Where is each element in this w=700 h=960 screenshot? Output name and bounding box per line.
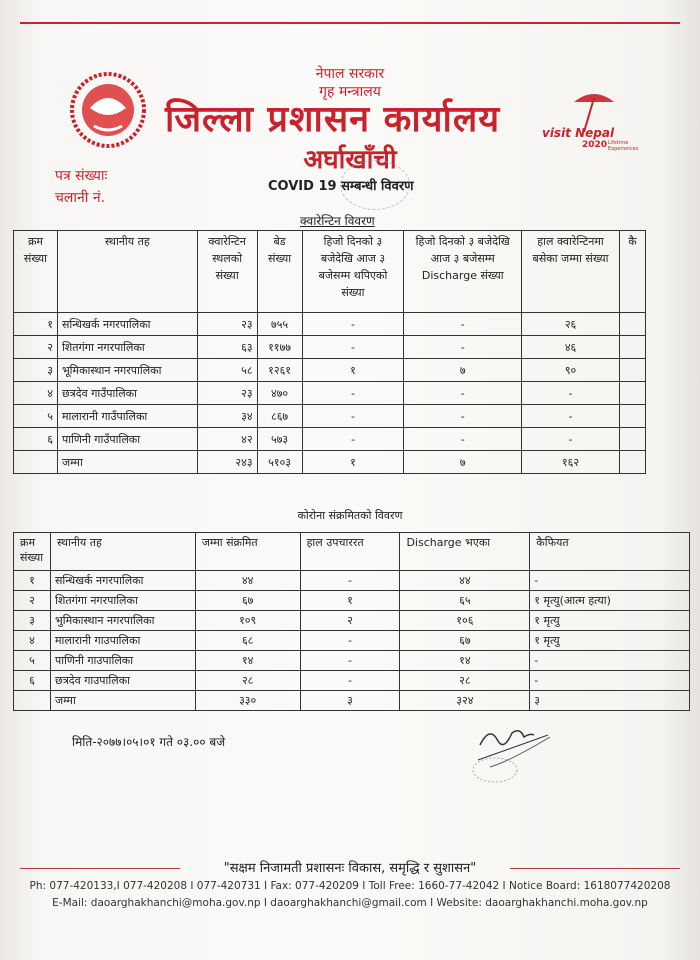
table-row bbox=[14, 611, 690, 631]
column-header: स्थानीय तह bbox=[50, 533, 195, 571]
column-header: कै bbox=[619, 231, 645, 313]
table-cell: २३ bbox=[197, 382, 257, 405]
table-cell: ३ bbox=[14, 611, 51, 631]
column-header: Discharge भएका bbox=[400, 533, 530, 571]
table-cell: - bbox=[302, 336, 404, 359]
table-cell: शितगंगा नगरपालिका bbox=[57, 336, 197, 359]
column-header: हिजो दिनको ३ बजेदेखि आज ३ बजेसम्म Discharge संख्या bbox=[404, 231, 522, 313]
table-row bbox=[14, 313, 646, 336]
table-cell: ११७७ bbox=[257, 336, 302, 359]
infected-table-title: कोरोना संक्रमितको विवरण bbox=[297, 509, 403, 522]
table-row bbox=[14, 405, 646, 428]
table-cell: छत्रदेव गाउँपालिका bbox=[57, 382, 197, 405]
table-cell: २४३ bbox=[197, 451, 257, 474]
table-cell: - bbox=[404, 336, 522, 359]
table-cell: - bbox=[300, 651, 400, 671]
table-cell: ४४ bbox=[195, 571, 300, 591]
quarantine-table-title: क्वारेन्टिन विवरण bbox=[300, 214, 375, 228]
table-cell: १२६१ bbox=[257, 359, 302, 382]
table-cell: ७५५ bbox=[257, 313, 302, 336]
office-stamp bbox=[340, 160, 410, 210]
table-cell: २३ bbox=[197, 313, 257, 336]
table-cell: - bbox=[522, 405, 620, 428]
table-cell: ६३ bbox=[197, 336, 257, 359]
table-row bbox=[14, 382, 646, 405]
table-cell: १ bbox=[300, 591, 400, 611]
column-header: हाल उपचाररत bbox=[300, 533, 400, 571]
table-cell bbox=[619, 313, 645, 336]
table-cell: भूमिकास्थान नगरपालिका bbox=[57, 359, 197, 382]
date-line: मिति-२०७७।०५।०१ गते ०३.०० बजे bbox=[72, 735, 226, 749]
table-cell: ६ bbox=[14, 671, 51, 691]
table-cell: ५ bbox=[14, 651, 51, 671]
table-cell: १ मृत्यु(आत्म हत्या) bbox=[530, 591, 690, 611]
table-cell bbox=[14, 451, 58, 474]
visit-nepal-logo: visit Nepal 2020 Lifetime Experiences bbox=[542, 88, 647, 158]
table-cell: - bbox=[530, 571, 690, 591]
table-cell: १ मृत्यु bbox=[530, 631, 690, 651]
table-cell: - bbox=[302, 382, 404, 405]
ministry-name: गृह मन्त्रालय bbox=[319, 84, 381, 100]
table-cell: २ bbox=[300, 611, 400, 631]
table-cell: शितगंगा नगरपालिका bbox=[50, 591, 195, 611]
table-cell: - bbox=[522, 428, 620, 451]
table-cell: मालारानी गाउपालिका bbox=[50, 631, 195, 651]
table-row bbox=[14, 451, 646, 474]
table-cell: मालारानी गाउँपालिका bbox=[57, 405, 197, 428]
table-cell bbox=[619, 336, 645, 359]
table-cell: ४६ bbox=[522, 336, 620, 359]
table-cell: १०६ bbox=[400, 611, 530, 631]
table-cell: २६ bbox=[522, 313, 620, 336]
table-cell: १ मृत्यु bbox=[530, 611, 690, 631]
table-cell: २८ bbox=[400, 671, 530, 691]
table-cell bbox=[619, 405, 645, 428]
table-row bbox=[14, 336, 646, 359]
table-cell: सन्धिखर्क नगरपालिका bbox=[57, 313, 197, 336]
table-cell: ४४ bbox=[400, 571, 530, 591]
table-cell: छत्रदेव गाउपालिका bbox=[50, 671, 195, 691]
letter-number-label: पत्र संख्याः bbox=[55, 168, 108, 184]
table-cell: १४ bbox=[400, 651, 530, 671]
column-header: हाल क्वारेन्टिनमा बसेका जम्मा संख्या bbox=[522, 231, 620, 313]
table-cell bbox=[619, 382, 645, 405]
contact-emails: E-Mail: daoarghakhanchi@moha.gov.np I daoarghakhanchi@gmail.com I Website: daoarghakhanchi.moha.gov.np bbox=[52, 897, 648, 909]
table-cell: जम्मा bbox=[57, 451, 197, 474]
column-header: स्थानीय तह bbox=[57, 231, 197, 313]
district-name: अर्घाखाँची bbox=[303, 145, 397, 175]
table-cell: सन्धिखर्क नगरपालिका bbox=[50, 571, 195, 591]
table-cell: १ bbox=[14, 313, 58, 336]
table-cell: - bbox=[300, 671, 400, 691]
table-cell: ५७३ bbox=[257, 428, 302, 451]
document-title: COVID 19 सम्बन्धी विवरण bbox=[268, 179, 414, 194]
table-cell: ४ bbox=[14, 382, 58, 405]
top-border-line bbox=[20, 22, 680, 24]
table-cell: ७ bbox=[404, 359, 522, 382]
table-cell: १६२ bbox=[522, 451, 620, 474]
table-cell: १४ bbox=[195, 651, 300, 671]
column-header: क्वारेन्टिन स्थलको संख्या bbox=[197, 231, 257, 313]
table-cell: - bbox=[530, 651, 690, 671]
signature bbox=[470, 715, 570, 785]
table-cell: भुमिकास्थान नगरपालिका bbox=[50, 611, 195, 631]
table-cell: २८ bbox=[195, 671, 300, 691]
table-cell: ५८ bbox=[197, 359, 257, 382]
table-cell: - bbox=[300, 571, 400, 591]
table-cell: ३ bbox=[300, 691, 400, 711]
table-row bbox=[14, 631, 690, 651]
table-cell: - bbox=[404, 428, 522, 451]
table-cell: ६७ bbox=[195, 591, 300, 611]
table-cell: ६५ bbox=[400, 591, 530, 611]
table-cell: - bbox=[404, 405, 522, 428]
column-header: क्रम संख्या bbox=[14, 231, 58, 313]
column-header: कैफियत bbox=[530, 533, 690, 571]
table-cell: ३ bbox=[14, 359, 58, 382]
table-row bbox=[14, 591, 690, 611]
infected-table bbox=[13, 532, 690, 711]
table-cell: - bbox=[300, 631, 400, 651]
table-cell bbox=[619, 451, 645, 474]
table-row bbox=[14, 428, 646, 451]
table-cell bbox=[14, 691, 51, 711]
table-cell: ४७० bbox=[257, 382, 302, 405]
table-cell bbox=[619, 428, 645, 451]
motto: "सक्षम निजामती प्रशासनः विकास, समृद्धि र सुशासन" bbox=[223, 861, 477, 876]
column-header: जम्मा संक्रमित bbox=[195, 533, 300, 571]
table-cell: २ bbox=[14, 591, 51, 611]
table-row bbox=[14, 359, 646, 382]
table-cell: ४२ bbox=[197, 428, 257, 451]
table-cell: ५१०३ bbox=[257, 451, 302, 474]
table-cell: ४ bbox=[14, 631, 51, 651]
table-cell: पाणिनी गाउपालिका bbox=[50, 651, 195, 671]
table-row bbox=[14, 691, 690, 711]
table-cell: - bbox=[302, 313, 404, 336]
table-cell: ९० bbox=[522, 359, 620, 382]
table-cell: ३ bbox=[530, 691, 690, 711]
table-cell: ७ bbox=[404, 451, 522, 474]
table-row bbox=[14, 571, 690, 591]
table-cell: ३२४ bbox=[400, 691, 530, 711]
table-row bbox=[14, 651, 690, 671]
table-cell: - bbox=[530, 671, 690, 691]
office-name: जिल्ला प्रशासन कार्यालय bbox=[165, 99, 501, 140]
table-row bbox=[14, 671, 690, 691]
table-cell: पाणिनी गाउँपालिका bbox=[57, 428, 197, 451]
table-cell: - bbox=[522, 382, 620, 405]
table-cell: १ bbox=[302, 451, 404, 474]
table-cell: - bbox=[404, 313, 522, 336]
table-cell: जम्मा bbox=[50, 691, 195, 711]
column-header: बेड संख्या bbox=[257, 231, 302, 313]
table-cell: ६७ bbox=[400, 631, 530, 651]
table-cell bbox=[619, 359, 645, 382]
table-cell: २ bbox=[14, 336, 58, 359]
column-header: क्रम संख्या bbox=[14, 533, 51, 571]
contact-phones: Ph: 077-420133,I 077-420208 I 077-420731 I Fax: 077-420209 I Toll Free: 1660-77-42042 I Notice Board: 1618077420208 bbox=[29, 880, 671, 892]
table-cell: ६८ bbox=[195, 631, 300, 651]
quarantine-table bbox=[13, 230, 646, 474]
column-header: हिजो दिनको ३ बजेदेखि आज ३ बजेसम्म थपिएको संख्या bbox=[302, 231, 404, 313]
table-cell: - bbox=[404, 382, 522, 405]
table-cell: १ bbox=[302, 359, 404, 382]
table-cell: - bbox=[302, 405, 404, 428]
table-cell: ८६७ bbox=[257, 405, 302, 428]
table-cell: १ bbox=[14, 571, 51, 591]
table-cell: १०९ bbox=[195, 611, 300, 631]
dispatch-number-label: चलानी नं. bbox=[55, 190, 106, 206]
table-cell: ३४ bbox=[197, 405, 257, 428]
table-cell: ३३० bbox=[195, 691, 300, 711]
table-cell: - bbox=[302, 428, 404, 451]
government-name: नेपाल सरकार bbox=[315, 66, 385, 82]
table-cell: ५ bbox=[14, 405, 58, 428]
table-cell: ६ bbox=[14, 428, 58, 451]
